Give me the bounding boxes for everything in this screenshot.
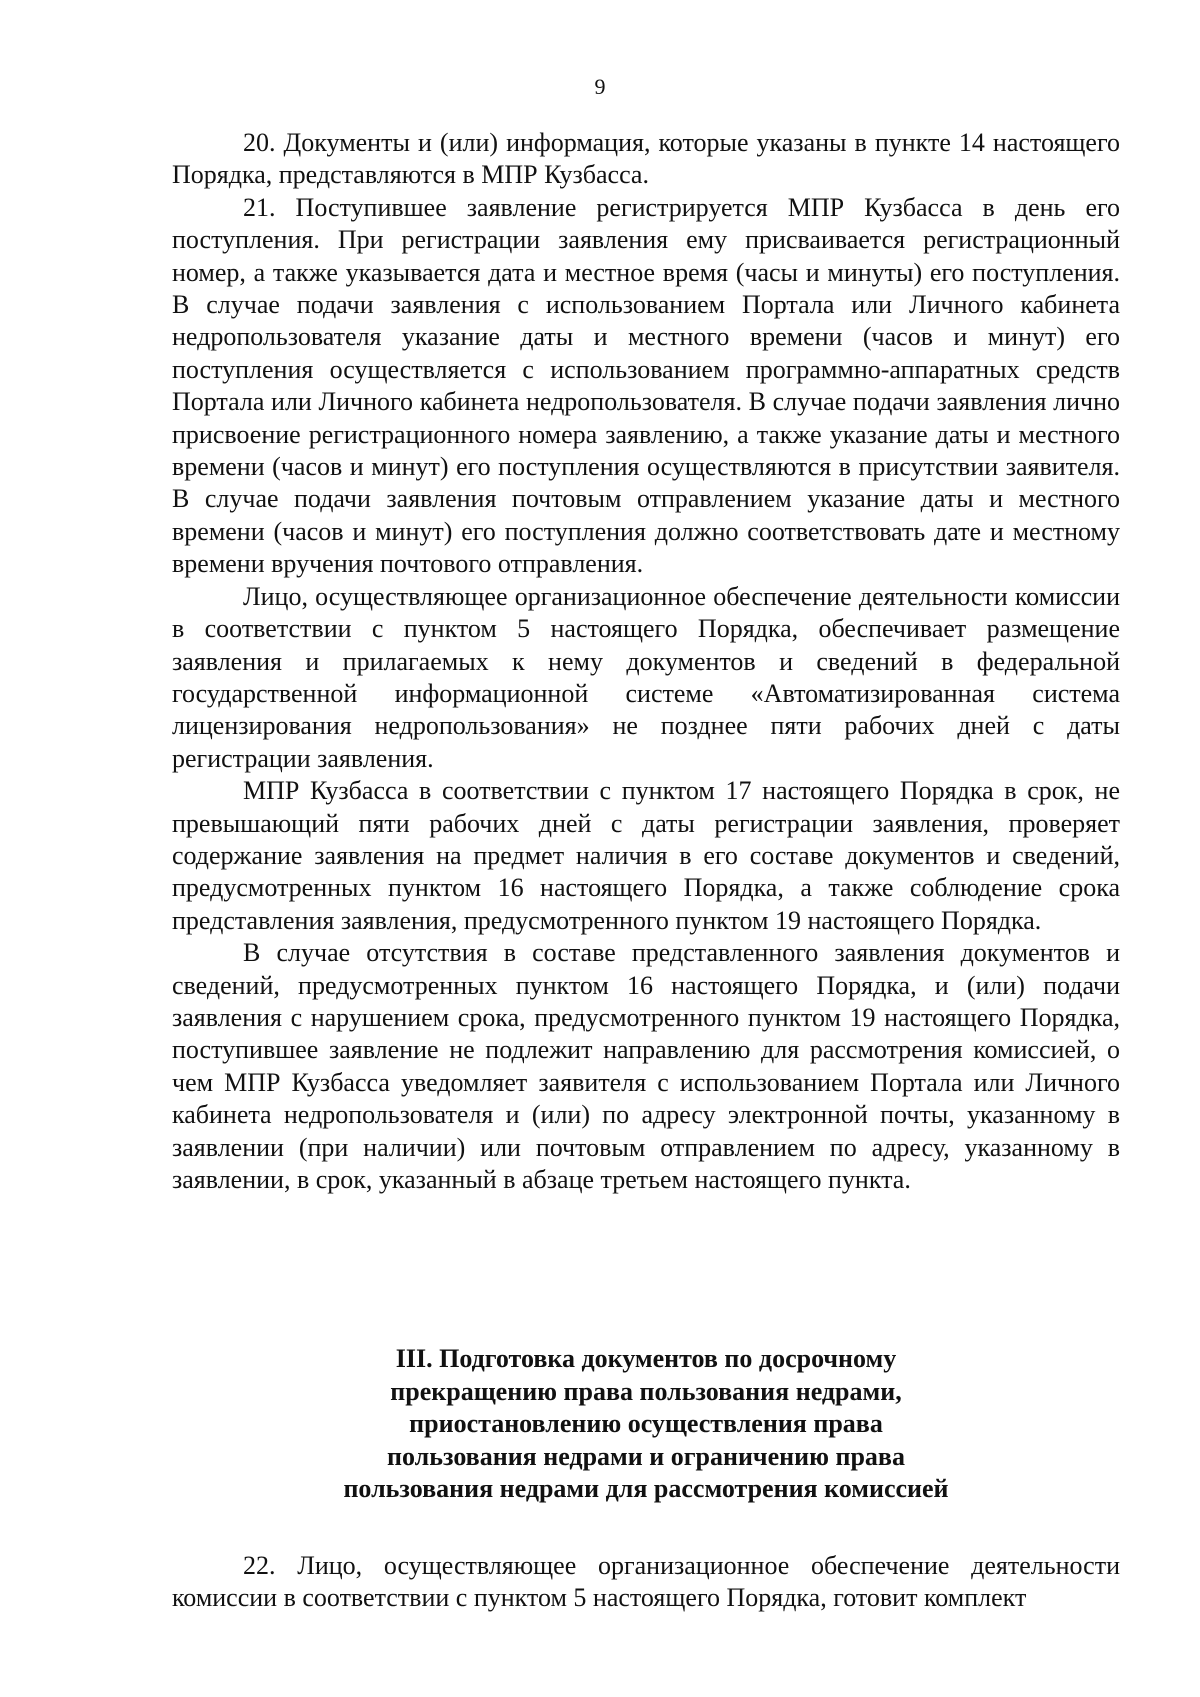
paragraph-22: 22. Лицо, осуществляющее организационное обеспечение деятельности комиссии в соответствии с пунктом 5 настоящего Порядка, готовит комплект [172,1551,1120,1613]
section-heading-line: прекращению права пользования недрами, [390,1376,902,1406]
paragraph-21: 21. Поступившее заявление регистрируется МПР Кузбасса в день его поступления. При регистрации заявления ему присваивается регистрационный номер, а также указывается дата и местное время (часы и минуты) его поступления. В случае подачи заявления с использованием Портала или Личного кабинета недропользователя указание даты и местного времени (часов и минут) его поступления осуществляется с использованием программно-аппаратных средств Портала или Личного кабинета недропользователя. В случае подачи заявления лично присвоение регистрационного номера заявлению, а также указание даты и местного времени (часов и минут) его поступления осуществляются в присутствии заявителя. В случае подачи заявления почтовым отправлением указание даты и местного времени (часов и минут) его поступления должно соответствовать дате и местному времени вручения почтового отправления. [172,192,1120,579]
paragraph-21-rejection: В случае отсутствия в составе представленного заявления документов и сведений, предусмотренных пунктом 16 настоящего Порядка, и (или) подачи заявления с нарушением срока, предусмотренного пунктом 19 настоящего Порядка, поступившее заявление не подлежит направлению для рассмотрения комиссией, о чем МПР Кузбасса уведомляет заявителя с использованием Портала или Личного кабинета недропользователя и (или) по адресу электронной почты, указанному в заявлении (при наличии) или почтовым отправлением по адресу, указанному в заявлении, в срок, указанный в абзаце третьем настоящего пункта. [172,938,1120,1194]
body-text-top [172,127,1120,1196]
paragraph-20: 20. Документы и (или) информация, которые указаны в пункте 14 настоящего Порядка, представляются в МПР Кузбасса. [172,128,1120,190]
section-heading-line: пользования недрами для рассмотрения комиссией [343,1474,949,1504]
paragraph-21-verification: МПР Кузбасса в соответствии с пунктом 17 настоящего Порядка в срок, не превышающий пяти рабочих дней с даты регистрации заявления, проверяет содержание заявления на предмет наличия в его составе документов и сведений, предусмотренных пунктом 16 настоящего Порядка, а также соблюдение срока представления заявления, предусмотренного пунктом 19 настоящего Порядка. [172,776,1120,935]
page-number: 9 [594,74,606,99]
section-heading [172,1343,1120,1506]
body-text-bottom [172,1550,1120,1615]
section-heading-line: приостановлению осуществления права [409,1409,883,1439]
paragraph-21-placement: Лицо, осуществляющее организационное обеспечение деятельности комиссии в соответствии с пунктом 5 настоящего Порядка, обеспечивает размещение заявления и прилагаемых к нему документов и сведений в федеральной государственной информационной системе «Автоматизированная система лицензирования недропользования» не позднее пяти рабочих дней с даты регистрации заявления. [172,581,1120,773]
section-heading-line: пользования недрами и ограничению права [387,1441,905,1471]
section-heading-line: III. Подготовка документов по досрочному [395,1344,897,1373]
